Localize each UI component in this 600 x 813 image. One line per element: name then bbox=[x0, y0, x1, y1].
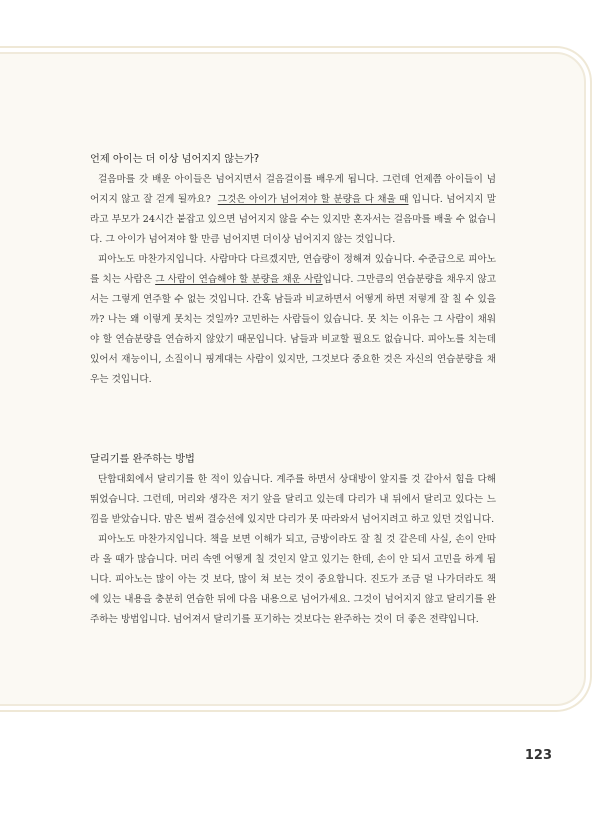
paragraph-text: 걸음마를 갓 배운 아이들은 넘어지면서 걸음걸이를 배우게 됩니다. 그런데 언제쯤 아이들이 넘어지지 않고 잘 걷게 될까요? bbox=[90, 174, 496, 205]
page-number: 123 bbox=[524, 748, 552, 763]
paragraph bbox=[90, 170, 496, 250]
underlined-text: 그것은 아이가 넘어져야 할 분량을 다 채울 때 bbox=[217, 194, 409, 205]
paragraph bbox=[90, 250, 496, 390]
paragraph: 피아노도 마찬가지입니다. 책을 보면 이해가 되고, 금방이라도 잘 칠 것 같은데 사실, 손이 안따라 올 때가 많습니다. 머리 속엔 어떻게 칠 것인지 알고 있기는 한데, 손이 안 되서 고민을 하게 됩니다. 피아노는 많이 아는 것 보다, 많이 쳐 보는 것이 중요합니다. 진도가 조금 덜 나가더라도 책에 있는 내용을 충분히 연습한 뒤에 다음 내용으로 넘어가세요. 그것이 넘어지지 않고 달리기를 완주하는 방법입니다. 넘어져서 달리기를 포기하는 것보다는 완주하는 것이 더 좋은 전략입니다. bbox=[90, 534, 496, 625]
paragraph-text: 입니다. 넘어지지 말라고 부모가 24시간 붙잡고 있으면 넘어지지 않을 수는 있지만 혼자서는 걸음마를 배울 수 없습니다. 그 아이가 넘어져야 할 만큼 넘어지면 더이상 넘어지지 않는 것입니다. bbox=[90, 194, 496, 245]
section-falling bbox=[90, 150, 496, 390]
section-running bbox=[90, 450, 496, 630]
section-heading: 달리기를 완주하는 방법 bbox=[90, 454, 195, 465]
section-heading: 언제 아이는 더 이상 넘어지지 않는가? bbox=[90, 154, 260, 165]
underlined-text: 그 사람이 연습해야 할 분량을 채운 사람 bbox=[155, 274, 323, 285]
paragraph: 단합대회에서 달리기를 한 적이 있습니다. 계주를 하면서 상대방이 앞지를 것 같아서 힘을 다해 뛰었습니다. 그런데, 머리와 생각은 저기 앞을 달리고 있는데 다리가 내 뒤에서 달리고 있다는 느낌을 받았습니다. 맘은 벌써 결승선에 있지만 다리가 못 따라와서 넘어지려고 하고 있던 것입니다. bbox=[90, 474, 496, 525]
paragraph-text: 입니다. 그만큼의 연습분량을 채우지 않고서는 그렇게 연주할 수 없는 것입니다. 간혹 남들과 비교하면서 어떻게 하면 저렇게 잘 칠 수 있을까? 나는 왜 이렇게 못치는 것일까? 고민하는 사람들이 있습니다. 못 치는 이유는 그 사람이 채워야 할 연습분량을 연습하지 않았기 때문입니다. 남들과 비교할 필요도 없습니다. 피아노를 치는데 있어서 재능이니, 소질이니 핑계대는 사람이 있지만, 그것보다 중요한 것은 자신의 연습분량을 채우는 것입니다. bbox=[90, 274, 496, 385]
article-body bbox=[90, 150, 496, 630]
paragraph-text: 피아노도 마찬가지입니다. 사람마다 다르겠지만, 연습량이 정해져 있습니다. 수준급으로 피아노를 치는 사람은 bbox=[90, 254, 496, 285]
